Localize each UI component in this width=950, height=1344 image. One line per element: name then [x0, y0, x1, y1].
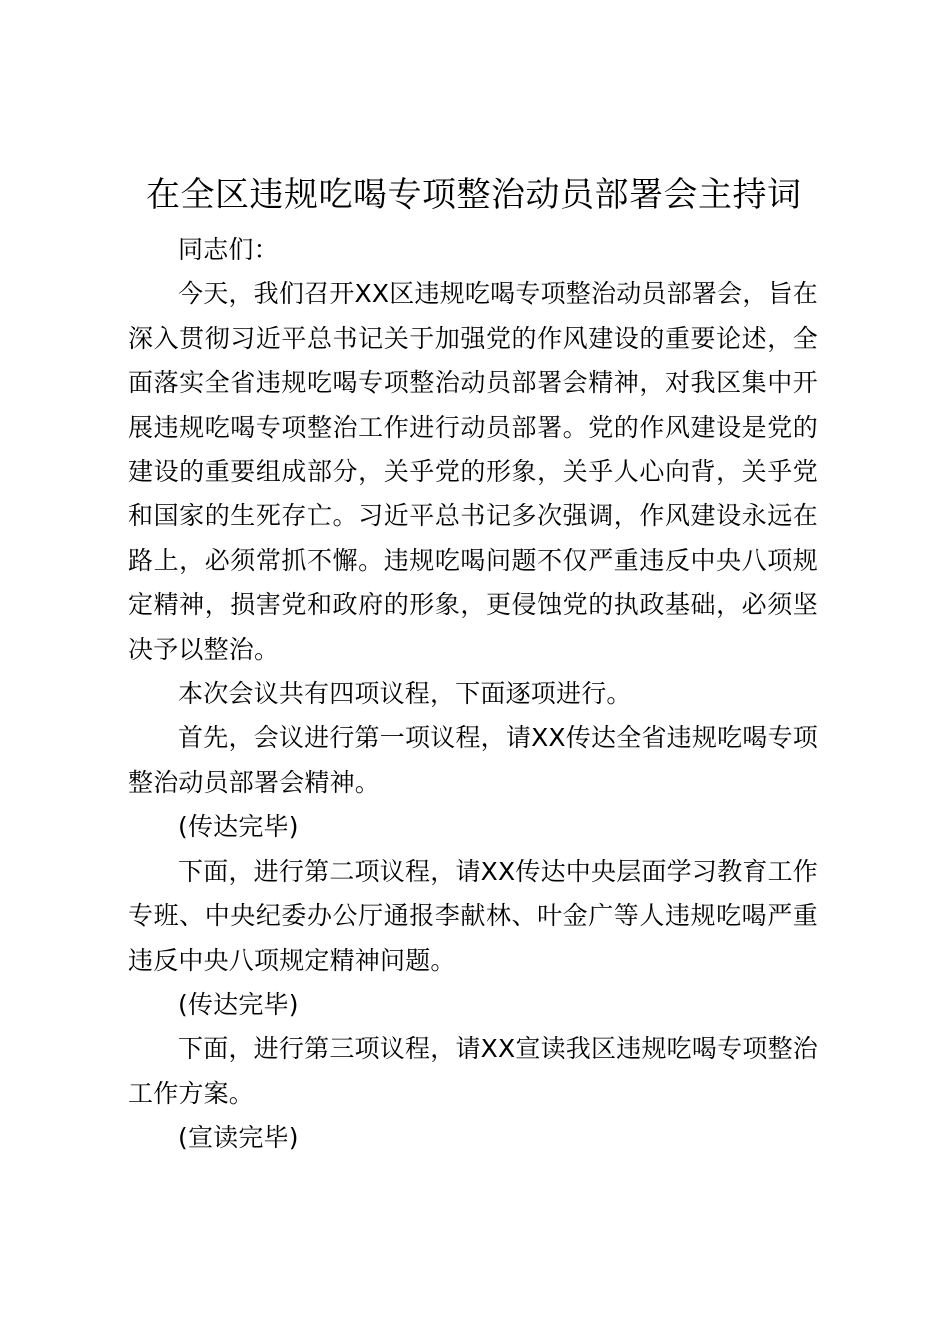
agenda-item-1: 首先，会议进行第一项议程，请XX传达全省违规吃喝专项整治动员部署会精神。 — [128, 723, 818, 797]
opening-paragraph: 今天，我们召开XX区违规吃喝专项整治动员部署会，旨在深入贯彻习近平总书记关于加强党的作风建设的重要论述，全面落实全省违规吃喝专项整治动员部署会精神，对我区集中开展违规吃喝专项整治工作进行动员部署。党的作风建设是党的建设的重要组成部分，关乎党的形象，关乎人心向背，关乎党和国家的生死存亡。习近平总书记多次强调，作风建设永远在路上，必须常抓不懈。违规吃喝问题不仅严重违反中央八项规定精神，损害党和政府的形象，更侵蚀党的执政基础，必须坚决予以整治。 — [128, 279, 818, 664]
agenda-item-2: 下面，进行第二项议程，请XX传达中央层面学习教育工作专班、中央纪委办公厅通报李献林、叶金广等人违规吃喝严重违反中央八项规定精神问题。 — [128, 856, 818, 975]
agenda-item-3-note: (宣读完毕) — [178, 1123, 299, 1153]
salutation: 同志们： — [178, 235, 279, 264]
agenda-intro: 本次会议共有四项议程，下面逐项进行。 — [178, 679, 632, 709]
agenda-item-2-note: (传达完毕) — [178, 989, 299, 1019]
document-title: 在全区违规吃喝专项整治动员部署会主持词 — [146, 175, 802, 215]
agenda-item-3: 下面，进行第三项议程，请XX宣读我区违规吃喝专项整治工作方案。 — [128, 1034, 818, 1108]
document-body — [128, 170, 818, 1161]
agenda-item-1-note: (传达完毕) — [178, 812, 299, 842]
